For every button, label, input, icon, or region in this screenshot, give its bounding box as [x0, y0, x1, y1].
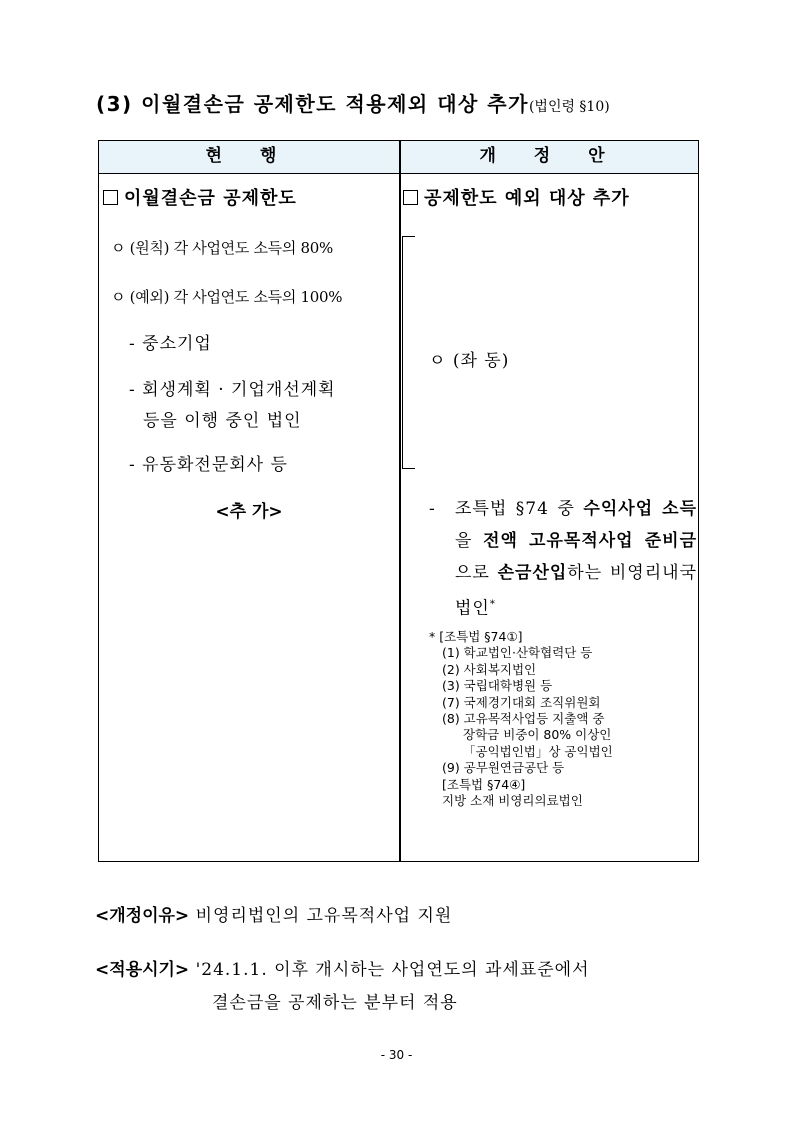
reason-text: 비영리법인의 고유목적사업 지원 — [195, 906, 453, 926]
reason-line — [95, 901, 452, 926]
timing-line-2: 결손금을 공제하는 분부터 적용 — [212, 993, 458, 1013]
note-line: 장학금 비중이 80% 이상인 — [463, 727, 612, 743]
current-sub-sme: - 중소기업 — [129, 334, 212, 354]
revised-section-label: 공제한도 예외 대상 추가 — [424, 188, 630, 209]
revised-section — [403, 184, 630, 210]
current-sub-rehab-cont: 등을 이행 중인 법인 — [143, 411, 302, 431]
note-line: 「공익법인법」상 공익법인 — [463, 743, 613, 759]
note-line: (3) 국립대학병원 등 — [442, 678, 553, 694]
timing-text-1: '24.1.1. 이후 개시하는 사업연도의 과세표준에서 — [195, 960, 590, 980]
revised-same: ㅇ (좌 동) — [429, 351, 510, 371]
header-current: 현 행 — [205, 146, 293, 166]
footnote-list — [429, 629, 613, 809]
section-title-main: (3) 이월결손금 공제한도 적용제외 대상 추가 — [96, 92, 529, 116]
current-sub-securitization: - 유동화전문회사 등 — [129, 455, 288, 475]
revised-bold-3: 손금산입 — [497, 563, 568, 583]
section-title-ref: (법인령 §10) — [528, 99, 610, 115]
current-item-exception: ㅇ (예외) 각 사업연도 소득의 100% — [111, 288, 343, 306]
note-line: (8) 고유목적사업등 지출액 중 — [442, 711, 605, 727]
timing-label: <적용시기> — [95, 960, 190, 980]
comparison-table — [98, 140, 699, 862]
header-revised: 개 정 안 — [479, 146, 621, 166]
revised-text-2: 을 — [455, 531, 484, 551]
note-line: [조특법 §74④] — [442, 776, 526, 792]
note-line: (7) 국제경기대회 조직위원회 — [442, 694, 601, 710]
column-divider — [399, 141, 401, 861]
current-item-principle: ㅇ (원칙) 각 사업연도 소득의 80% — [111, 239, 333, 257]
revised-bold-2: 전액 고유목적사업 준비금 — [483, 531, 697, 551]
revised-added-item — [429, 493, 697, 625]
note-line: (1) 학교법인·산학협력단 등 — [442, 645, 593, 661]
current-sub-rehab: - 회생계획 · 기업개선계획 — [129, 380, 336, 400]
revised-bold-1: 수익사업 소득 — [583, 499, 698, 519]
page-number: - 30 - — [380, 1048, 413, 1062]
note-line: 지방 소재 비영리의료법인 — [442, 793, 583, 809]
timing-line — [95, 955, 590, 980]
revised-text-1: 조특법 §74 중 — [455, 499, 584, 519]
note-line: * [조특법 §74①] — [429, 629, 523, 644]
note-line: (9) 공무원연금공단 등 — [442, 760, 565, 776]
reason-label: <개정이유> — [95, 906, 190, 926]
section-title — [96, 88, 610, 117]
revised-text-3: 으로 — [455, 563, 498, 583]
square-bullet-icon — [103, 190, 118, 205]
bracket-same — [402, 236, 415, 469]
current-added-label: <추 가> — [215, 502, 283, 522]
current-section — [103, 184, 297, 210]
footnote-marker: * — [489, 599, 496, 610]
dash-bullet: - — [429, 499, 435, 519]
square-bullet-icon — [403, 190, 418, 205]
revised-text-4: 하는 비영리내국법인 — [455, 563, 697, 619]
note-line: (2) 사회복지법인 — [442, 661, 537, 677]
current-section-label: 이월결손금 공제한도 — [124, 188, 297, 209]
